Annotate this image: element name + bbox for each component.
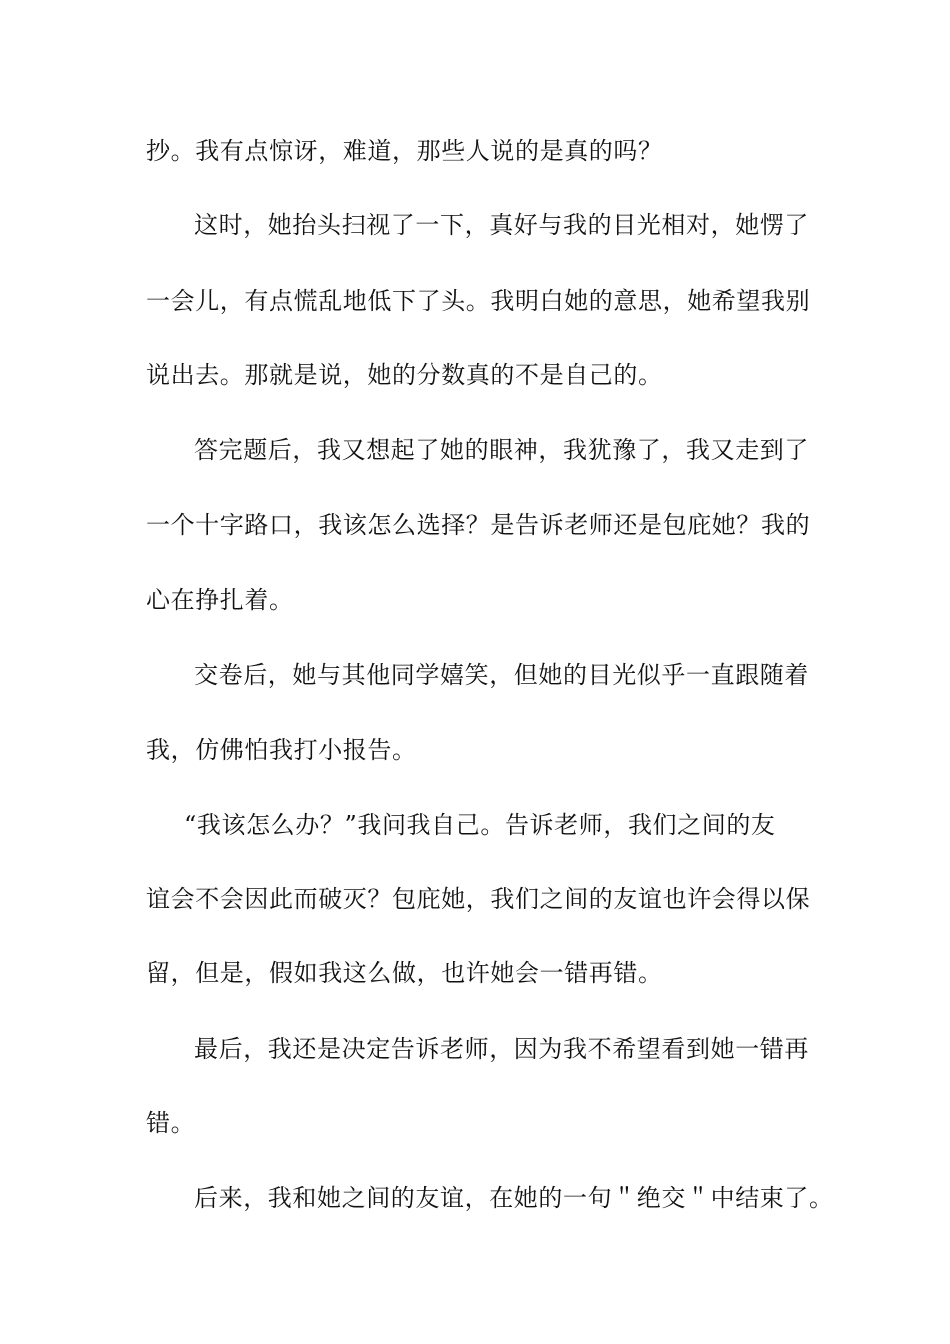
text-line: 心在挣扎着。 bbox=[146, 586, 294, 614]
text-line: 说出去。那就是说，她的分数真的不是自己的。 bbox=[146, 361, 663, 389]
paragraph-line: 最后，我还是决定告诉老师，因为我不希望看到她一错再 bbox=[194, 1035, 809, 1063]
text-line: 留，但是，假如我这么做，也许她会一错再错。 bbox=[146, 959, 663, 987]
paragraph-line: 交卷后，她与其他同学嬉笑，但她的目光似乎一直跟随着 bbox=[194, 661, 809, 689]
text-line: 一个十字路口，我该怎么选择？是告诉老师还是包庇她？我的 bbox=[146, 511, 811, 539]
paragraph-line: 答完题后，我又想起了她的眼神，我犹豫了，我又走到了 bbox=[194, 436, 809, 464]
text-line: 抄。我有点惊讶，难道，那些人说的是真的吗？ bbox=[146, 137, 663, 165]
text-line: 我，仿佛怕我打小报告。 bbox=[146, 736, 417, 764]
text-line: 谊会不会因此而破灭？包庇她，我们之间的友谊也许会得以保 bbox=[146, 885, 811, 913]
paragraph-line: “我该怎么办？”我问我自己。告诉老师，我们之间的友 bbox=[184, 811, 776, 839]
paragraph-line: 后来，我和她之间的友谊，在她的一句＂绝交＂中结束了。 bbox=[194, 1184, 834, 1212]
text-line: 错。 bbox=[146, 1109, 196, 1137]
paragraph-line: 这时，她抬头扫视了一下，真好与我的目光相对，她愣了 bbox=[194, 211, 809, 239]
text-line: 一会儿，有点慌乱地低下了头。我明白她的意思，她希望我别 bbox=[146, 287, 811, 315]
